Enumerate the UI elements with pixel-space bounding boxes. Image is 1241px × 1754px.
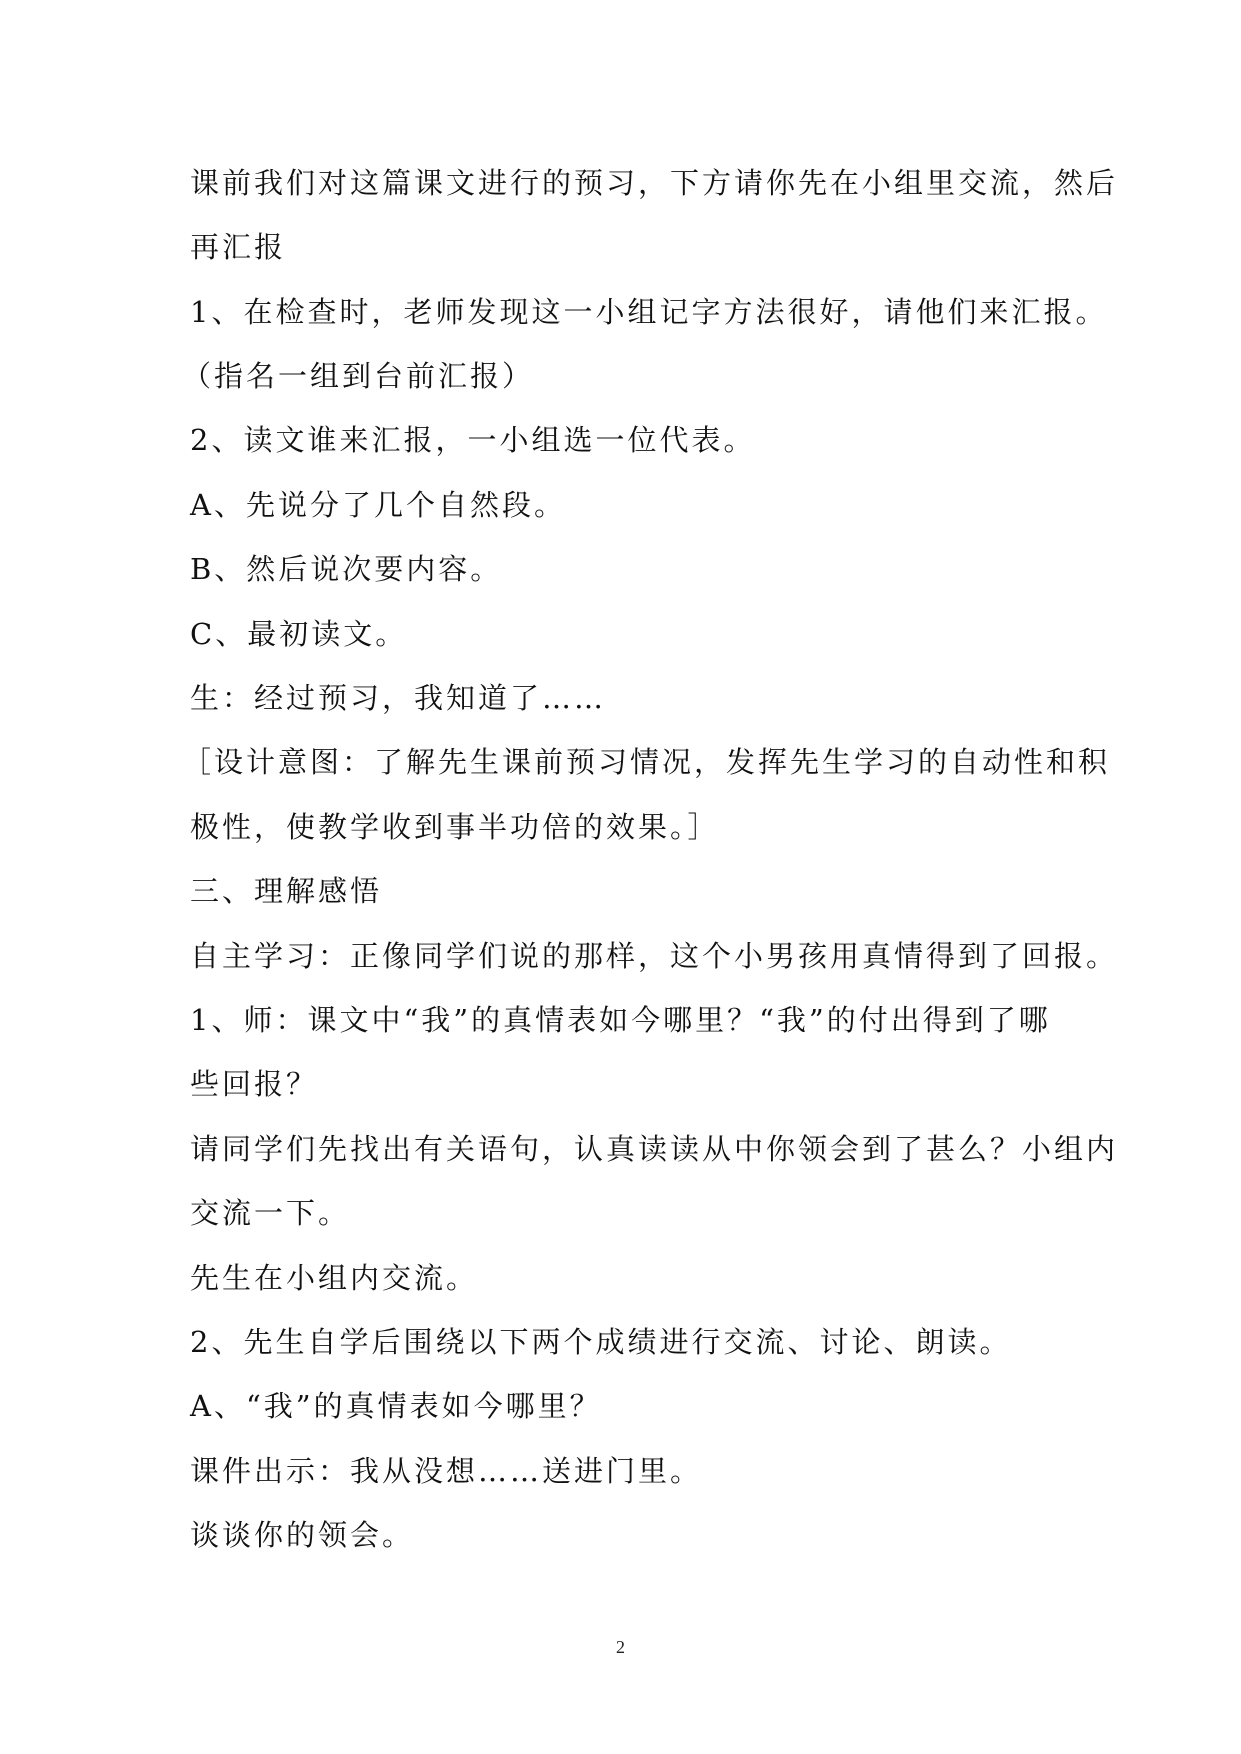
text-line-18: 先生在小组内交流。 bbox=[190, 1261, 479, 1295]
text-line-5: 2、读文谁来汇报，一小组选一位代表。 bbox=[190, 423, 756, 457]
text-line-2: 再汇报 bbox=[190, 230, 287, 264]
text-line-16: 请同学们先找出有关语句，认真读读从中你领会到了甚么？小组内 bbox=[190, 1132, 1119, 1166]
text-line-9: 生：经过预习，我知道了…… bbox=[190, 681, 607, 715]
text-line-1: 课前我们对这篇课文进行的预习，下方请你先在小组里交流，然后 bbox=[190, 166, 1119, 200]
text-line-17: 交流一下。 bbox=[190, 1196, 351, 1230]
text-line-8: C、最初读文。 bbox=[190, 617, 408, 651]
text-line-6: A、先说分了几个自然段。 bbox=[190, 488, 566, 522]
text-line-10: ［设计意图：了解先生课前预习情况，发挥先生学习的自动性和积 bbox=[182, 745, 1111, 779]
text-line-15: 些回报？ bbox=[190, 1067, 319, 1101]
text-line-7: B、然后说次要内容。 bbox=[190, 552, 503, 586]
section-heading: 三、理解感悟 bbox=[190, 874, 383, 908]
text-line-20: A、“我”的真情表如今哪里？ bbox=[190, 1389, 602, 1423]
text-line-19: 2、先生自学后围绕以下两个成绩进行交流、讨论、朗读。 bbox=[190, 1325, 1012, 1359]
text-line-13: 自主学习：正像同学们说的那样，这个小男孩用真情得到了回报。 bbox=[190, 939, 1119, 973]
page-number: 2 bbox=[616, 1637, 625, 1657]
text-line-4: （指名一组到台前汇报） bbox=[182, 359, 535, 393]
text-line-14: 1、师：课文中“我”的真情表如今哪里？“我”的付出得到了哪 bbox=[190, 1003, 1051, 1037]
text-line-21: 课件出示：我从没想……送进门里。 bbox=[190, 1454, 703, 1488]
text-line-22: 谈谈你的领会。 bbox=[190, 1518, 415, 1552]
text-line-3: 1、在检查时，老师发现这一小组记字方法很好，请他们来汇报。 bbox=[190, 295, 1108, 329]
text-line-11: 极性，使教学收到事半功倍的效果。］ bbox=[190, 810, 720, 844]
